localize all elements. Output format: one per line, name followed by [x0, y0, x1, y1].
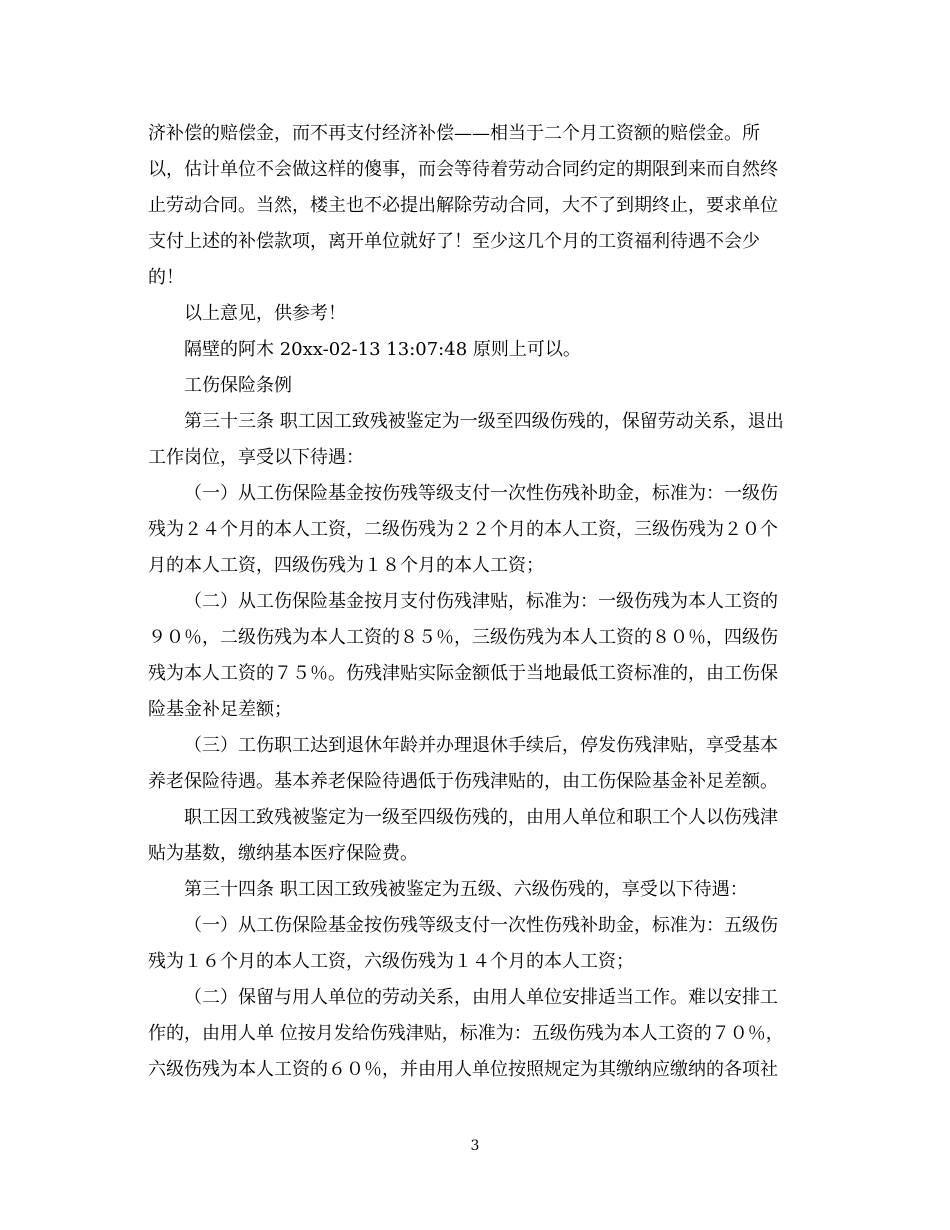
- text-line: 月的本人工资，四级伤残为１８个月的本人工资；: [148, 555, 544, 576]
- text-line: 的！: [148, 267, 184, 288]
- text-line: 险基金补足差额；: [148, 699, 292, 720]
- text-line: 第三十四条 职工因工致残被鉴定为五级、六级伤残的，享受以下待遇：: [184, 879, 748, 900]
- text-line: ９０％，二级伤残为本人工资的８５％，三级伤残为本人工资的８０％，四级伤: [148, 627, 778, 648]
- text-line: 贴为基数，缴纳基本医疗保险费。: [148, 843, 418, 864]
- text-line: （二）从工伤保险基金按月支付伤残津贴，标准为：一级伤残为本人工资的: [184, 591, 778, 612]
- text-line: 济补偿的赔偿金，而不再支付经济补偿——相当于二个月工资额的赔偿金。所: [148, 123, 760, 144]
- text-line: 以，估计单位不会做这样的傻事，而会等待着劳动合同约定的期限到来而自然终: [148, 159, 778, 180]
- text-line: 作的，由用人单 位按月发给伤残津贴，标准为：五级伤残为本人工资的７０％，: [148, 1023, 784, 1044]
- text-line: 六级伤残为本人工资的６０％，并由用人单位按照规定为其缴纳应缴纳的各项社: [148, 1059, 778, 1080]
- text-line: 支付上述的补偿款项，离开单位就好了！至少这几个月的工资福利待遇不会少: [148, 231, 760, 252]
- text-line: 残为１６个月的本人工资，六级伤残为１４个月的本人工资；: [148, 951, 634, 972]
- text-line: 残为本人工资的７５％。伤残津贴实际金额低于当地最低工资标准的，由工伤保: [148, 663, 778, 684]
- text-line: 工作岗位，享受以下待遇：: [148, 447, 364, 468]
- text-line: 止劳动合同。当然，楼主也不必提出解除劳动合同，大不了到期终止，要求单位: [148, 195, 778, 216]
- text-line: （二）保留与用人单位的劳动关系，由用人单位安排适当工作。难以安排工: [184, 987, 778, 1008]
- text-line: 养老保险待遇。基本养老保险待遇低于伤残津贴的，由工伤保险基金补足差额。: [148, 771, 778, 792]
- text-line: 以上意见，供参考！: [184, 303, 346, 324]
- section-heading: 工伤保险条例: [184, 375, 292, 396]
- text-line: 隔壁的阿木 20xx-02-13 13:07:48 原则上可以。: [184, 339, 581, 360]
- text-line: （三）工伤职工达到退休年龄并办理退休手续后，停发伤残津贴，享受基本: [184, 735, 778, 756]
- text-line: （一）从工伤保险基金按伤残等级支付一次性伤残补助金，标准为：五级伤: [184, 915, 778, 936]
- page-number: 3: [470, 1138, 480, 1154]
- text-line: 职工因工致残被鉴定为一级至四级伤残的，由用人单位和职工个人以伤残津: [184, 807, 778, 828]
- text-line: （一）从工伤保险基金按伤残等级支付一次性伤残补助金，标准为：一级伤: [184, 483, 778, 504]
- document-body: [148, 116, 808, 1088]
- text-line: 残为２４个月的本人工资，二级伤残为２２个月的本人工资，三级伤残为２０个: [148, 519, 778, 540]
- text-line: 第三十三条 职工因工致残被鉴定为一级至四级伤残的，保留劳动关系，退出: [184, 411, 784, 432]
